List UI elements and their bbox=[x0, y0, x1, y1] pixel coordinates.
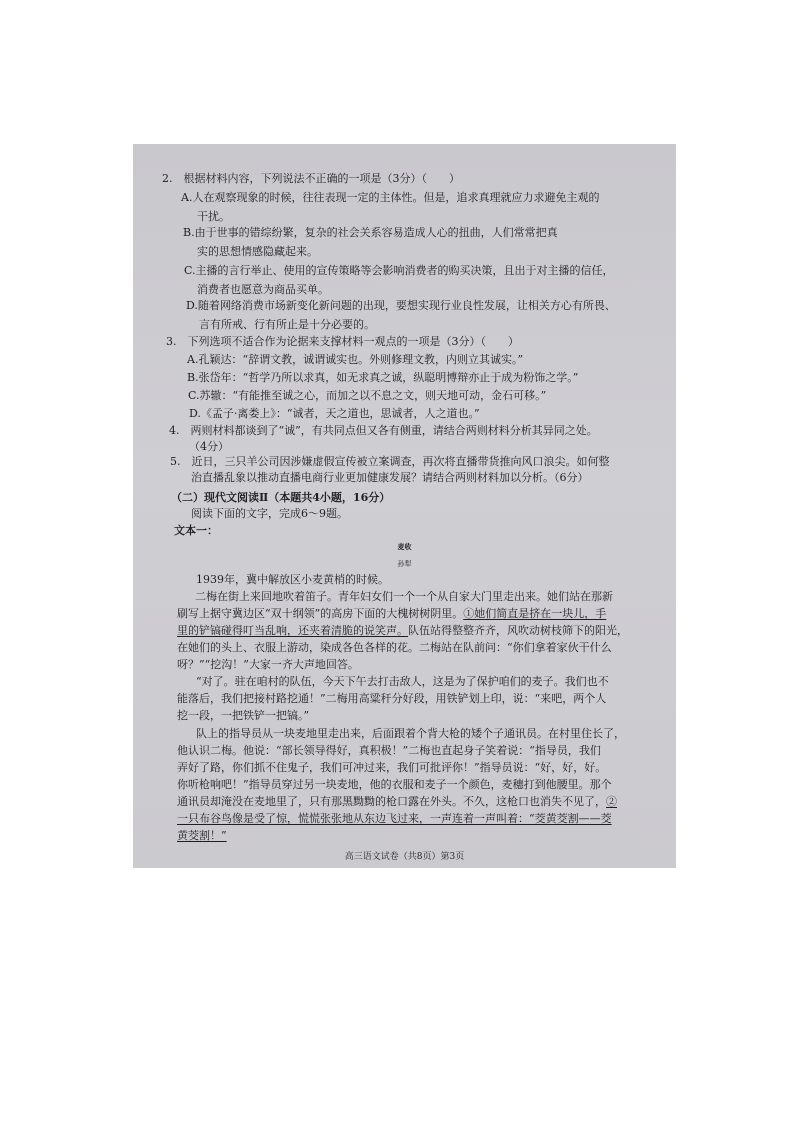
story-p4-line: 你听枪响吧！”指导员穿过另一块麦地，他的衣服和麦子一个颜色，麦穗打到他腰里。那个 bbox=[177, 778, 612, 791]
q3-option-c: C.苏辙：“有能推至诚之心，而加之以不息之文，则天地可动，金石可移。” bbox=[188, 389, 547, 402]
story-text: 通讯员却淹没在麦地里了，只有那黑黝黝的枪口露在外头。不久，这枪口也消失不见了， bbox=[177, 795, 606, 808]
story-p4-line: 他认识二梅。他说：“部长领导得好，真积极！”二梅也直起身子笑着说：“指导员，我们 bbox=[177, 744, 601, 757]
story-p4-line bbox=[177, 795, 617, 809]
exam-page bbox=[133, 144, 676, 868]
story-paragraph-1: 1939年，冀中解放区小麦黄梢的时候。 bbox=[196, 573, 389, 586]
story-text: 队伍站得整整齐齐，风吹动树枝筛下的阳光， bbox=[408, 624, 628, 637]
q2-option-c: C.主播的言行举止、使用的宣传策略等会影响消费者的购买决策，且出于对主播的信任， bbox=[184, 264, 614, 277]
q2-option-a: A.人在观察现象的时候，往往表现一定的主体性。但是，追求真理就应力求避免主观的 bbox=[181, 191, 600, 204]
text-one-label: 文本一： bbox=[174, 524, 218, 537]
q4-question: 4. 两则材料都谈到了“诚”，有共同点但又各有侧重，请结合两则材料分析其异同之处。 bbox=[169, 424, 598, 437]
story-p2-line: 在她们的头上、衣服上游动，染成各色各样的花。二梅站在队前问：“你们拿着家伙干什么 bbox=[177, 641, 612, 654]
q2-option-a-cont: 干扰。 bbox=[197, 210, 230, 223]
section-instruction: 阅读下面的文字，完成6～9题。 bbox=[191, 507, 348, 520]
story-p3-line: “对了。驻在咱村的队伍，今天下午去打击敌人，这是为了保护咱们的麦子。我们也不 bbox=[196, 675, 609, 688]
story-p2-line bbox=[177, 624, 628, 638]
underlined-sentence-1: ①她们简直是挤在一块儿，手 bbox=[463, 607, 607, 620]
q5-question: 5. 近日，三只羊公司因涉嫌虚假宣传被立案调查，再次将直播带货推向风口浪尖。如何整 bbox=[170, 455, 610, 468]
story-text: 刷写上据守冀边区“双十纲领”的高房下面的大槐树树阴里。 bbox=[177, 607, 464, 620]
story-title: 麦收 bbox=[397, 542, 412, 551]
q2-option-b-cont: 实的思想情感隐藏起来。 bbox=[197, 245, 318, 258]
story-p2-line bbox=[177, 607, 606, 621]
q3-option-a: A.孔颖达：“辞谓文教，诚谓诚实也。外则修理文教，内则立其诚实。” bbox=[187, 353, 524, 366]
q2-option-c-cont: 消费者也愿意为商品买单。 bbox=[197, 283, 329, 296]
q3-stem: 3. 下列选项不适合作为论据来支撑材料一观点的一项是（3分）（ ） bbox=[166, 335, 519, 348]
page-footer: 高三语文试卷（共8页）第3页 bbox=[344, 852, 465, 862]
underlined-sentence-2-cont: 黄茭割！” bbox=[177, 829, 227, 842]
story-p3-line: 挖一段，一把铁铲一把镐。” bbox=[177, 709, 310, 722]
underlined-sentence-2: 一只布谷鸟像是受了惊，慌慌张张地从东边飞过来，一声连着一声叫着：“茭黄茭割——茭 bbox=[177, 812, 612, 825]
underlined-sentence-2-marker: ② bbox=[606, 795, 617, 808]
q3-option-b: B.张岱年：“哲学乃所以求真，如无求真之诚，纵聪明博辩亦止于成为粉饰之学。” bbox=[187, 371, 579, 384]
q4-points: （4分） bbox=[189, 440, 229, 453]
story-p4-line: 弄好了路，你们抓不住鬼子，我们可冲过来，我们可批评你！”指导员说：“好，好，好。 bbox=[177, 761, 607, 774]
q5-question-cont: 治直播乱象以推动直播电商行业更加健康发展？请结合两则材料加以分析。（6分） bbox=[191, 471, 589, 484]
q2-option-b: B.由于世事的错综纷繁，复杂的社会关系容易造成人心的扭曲，人们常常把真 bbox=[183, 226, 558, 239]
q2-option-d-cont: 言有所戒、行有所止是十分必要的。 bbox=[199, 318, 375, 331]
q2-option-d: D.随着网络消费市场新变化新问题的出现，要想实现行业良性发展，让相关方心有所畏、 bbox=[186, 299, 616, 312]
story-author: 孙犁 bbox=[397, 560, 412, 568]
story-p3-line: 能落后，我们把接村路挖通！”二梅用高粱秆分好段，用铁铲划上印，说：“来吧，两个人 bbox=[177, 692, 607, 705]
underlined-sentence-1-cont: 里的铲镐碰得叮当乱响，还夹着清脆的说笑声。 bbox=[177, 624, 408, 637]
story-p2-line: 二梅在街上来回地吹着笛子。青年妇女们一个一个从自家大门里走出来。她们站在那新 bbox=[195, 590, 613, 603]
story-p2-line: 呀？”“挖沟！”大家一齐大声地回答。 bbox=[177, 658, 359, 671]
story-p4-line: 队上的指导员从一块麦地里走出来，后面跟着个背大枪的矮个子通讯员。在村里住长了， bbox=[196, 727, 625, 740]
section-heading: （二）现代文阅读Ⅱ（本题共4小题，16分） bbox=[171, 491, 391, 504]
q3-option-d: D.《孟子·离娄上》：“诚者，天之道也，思诚者，人之道也。” bbox=[189, 407, 480, 420]
q2-stem: 2. 根据材料内容，下列说法不正确的一项是（3分）（ ） bbox=[162, 172, 460, 185]
